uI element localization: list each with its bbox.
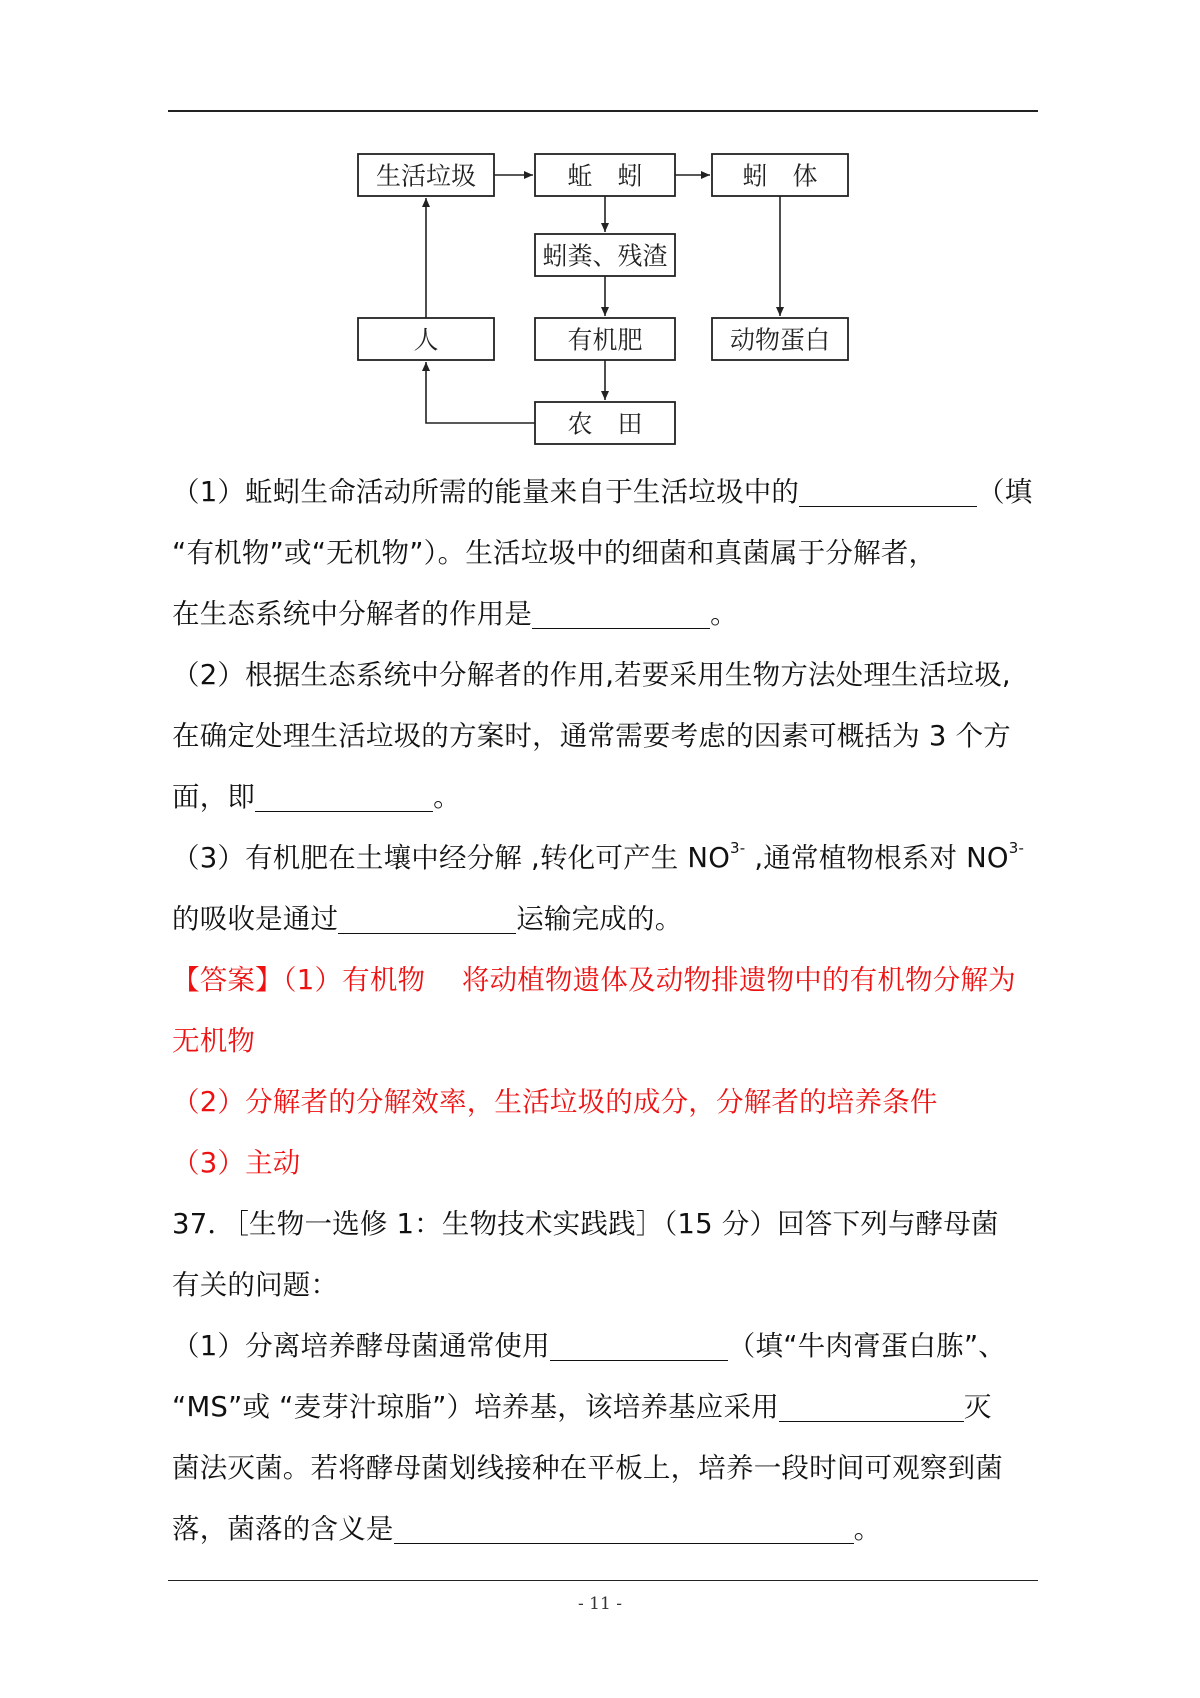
q36-part1-line2: “有机物”或“无机物”）。生活垃圾中的细菌和真菌属于分解者， xyxy=(172,537,937,569)
label-farmland: 农 田 xyxy=(567,409,643,439)
answer-blank[interactable] xyxy=(532,598,710,629)
answer-line2: 无机物 xyxy=(172,1025,256,1057)
answer-blank[interactable] xyxy=(799,476,977,507)
q37-line2: 有关的问题： xyxy=(172,1269,339,1301)
q36-part2-line1: （2）根据生态系统中分解者的作用,若要采用生物方法处理生活垃圾, xyxy=(172,659,1011,691)
footer-rule xyxy=(168,1580,1038,1581)
label-earthworm: 蚯 蚓 xyxy=(567,161,643,191)
q36-part2-line3: 面，即 。 xyxy=(172,781,461,813)
answer-blank[interactable] xyxy=(394,1513,854,1544)
flow-diagram xyxy=(0,0,1200,460)
q37-line1: 37．［生物一选修 1：生物技术实践践］（15 分）回答下列与酵母菌 xyxy=(172,1208,999,1240)
q37-line3: （1）分离培养酵母菌通常使用 （填“牛肉膏蛋白胨”、 xyxy=(172,1330,1006,1362)
q37-line6: 落，菌落的含义是 。 xyxy=(172,1513,882,1545)
label-fertilizer: 有机肥 xyxy=(567,325,643,355)
page-number: - 11 - xyxy=(578,1594,622,1614)
question-36-body xyxy=(172,462,1042,1560)
answer-blank[interactable] xyxy=(255,781,433,812)
q36-part1-line1: （1）蚯蚓生命活动所需的能量来自于生活垃圾中的 （填 xyxy=(172,476,1033,508)
answer-line4: （3）主动 xyxy=(172,1147,301,1179)
q36-part3-line1: （3）有机肥在土壤中经分解 ,转化可产生 $NO^{3-}$ ,通常植物根系对 $NO^{3-}$ xyxy=(172,839,1025,874)
label-worm-body: 蚓 体 xyxy=(742,161,818,191)
answer-line3: （2）分解者的分解效率，生活垃圾的成分，分解者的培养条件 xyxy=(172,1086,938,1118)
q37-line5: 菌法灭菌。若将酵母菌划线接种在平板上，培养一段时间可观察到菌 xyxy=(172,1452,1003,1484)
answer-line1: 【答案】（1）有机物 将动植物遗体及动物排遗物中的有机物分解为 xyxy=(172,964,1016,996)
answer-blank[interactable] xyxy=(779,1391,964,1422)
arrow-farmland-person xyxy=(426,362,535,423)
q37-line4: “MS”或 “麦芽汁琼脂”）培养基，该培养基应采用 灭 xyxy=(172,1391,992,1423)
label-person: 人 xyxy=(413,325,439,355)
label-garbage: 生活垃圾 xyxy=(375,161,477,191)
label-dung: 蚓粪、残渣 xyxy=(542,241,668,271)
label-protein: 动物蛋白 xyxy=(729,325,831,355)
q36-part1-line3: 在生态系统中分解者的作用是 。 xyxy=(172,598,738,630)
answer-blank[interactable] xyxy=(550,1330,728,1361)
q36-part2-line2: 在确定处理生活垃圾的方案时，通常需要考虑的因素可概括为 3 个方 xyxy=(172,720,1011,752)
q36-part3-line2: 的吸收是通过 运输完成的。 xyxy=(172,903,683,935)
answer-blank[interactable] xyxy=(338,903,516,934)
